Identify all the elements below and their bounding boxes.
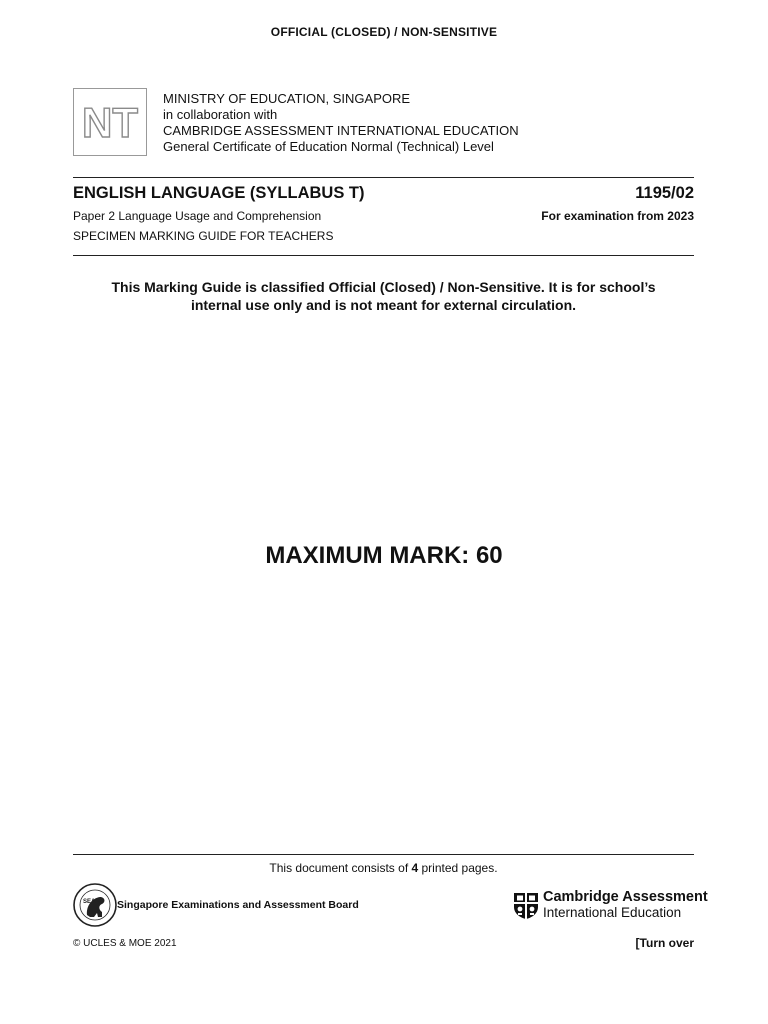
seab-emblem-icon: [72, 882, 118, 928]
notice-line-1: This Marking Guide is classified Official (Closed) / Non-Sensitive. It is for school’s: [111, 279, 656, 295]
nt-logo-text: NT: [82, 100, 138, 144]
copyright-notice: © UCLES & MOE 2021: [73, 938, 177, 949]
classification-label: OFFICIAL (CLOSED) / NON-SENSITIVE: [270, 25, 498, 39]
page-count-prefix: This document consists of: [269, 861, 412, 875]
page-count-note: [73, 861, 694, 875]
issuer-ministry: MINISTRY OF EDUCATION, SINGAPORE: [163, 91, 411, 106]
exam-year: For examination from 2023: [541, 209, 694, 223]
middle-divider: [73, 255, 694, 256]
nt-logo-icon: [78, 100, 142, 144]
nt-logo: [73, 88, 147, 156]
maximum-mark: MAXIMUM MARK: 60: [265, 542, 503, 569]
guide-title: SPECIMEN MARKING GUIDE FOR TEACHERS: [73, 229, 334, 243]
cambridge-shield-icon: [513, 892, 539, 920]
subject-title: ENGLISH LANGUAGE (SYLLABUS T): [73, 184, 365, 202]
classification-notice: [73, 278, 694, 314]
issuer-cambridge: CAMBRIDGE ASSESSMENT INTERNATIONAL EDUCATION: [163, 123, 519, 138]
cambridge-line-2: International Education: [543, 905, 682, 920]
seab-name: Singapore Examinations and Assessment Board: [117, 899, 359, 911]
turn-over-label: [Turn over: [635, 936, 694, 950]
syllabus-code: 1195/02: [635, 184, 694, 202]
issuer-collaboration: in collaboration with: [163, 107, 278, 122]
top-divider: [73, 177, 694, 178]
page-count-suffix: printed pages.: [418, 861, 498, 875]
issuer-block: [163, 91, 519, 155]
footer-divider: [73, 854, 694, 855]
notice-line-2: internal use only and is not meant for external circulation.: [190, 297, 577, 313]
cambridge-wordmark: [543, 890, 708, 920]
cambridge-logo: [513, 892, 539, 925]
page-count-number: 4: [411, 861, 419, 875]
issuer-certificate: General Certificate of Education Normal (Technical) Level: [163, 139, 494, 154]
paper-title: Paper 2 Language Usage and Comprehension: [73, 209, 322, 223]
cambridge-line-1: Cambridge Assessment: [543, 889, 708, 905]
seab-logo: [72, 882, 118, 933]
seab-logo-text: SEAB: [83, 899, 100, 905]
